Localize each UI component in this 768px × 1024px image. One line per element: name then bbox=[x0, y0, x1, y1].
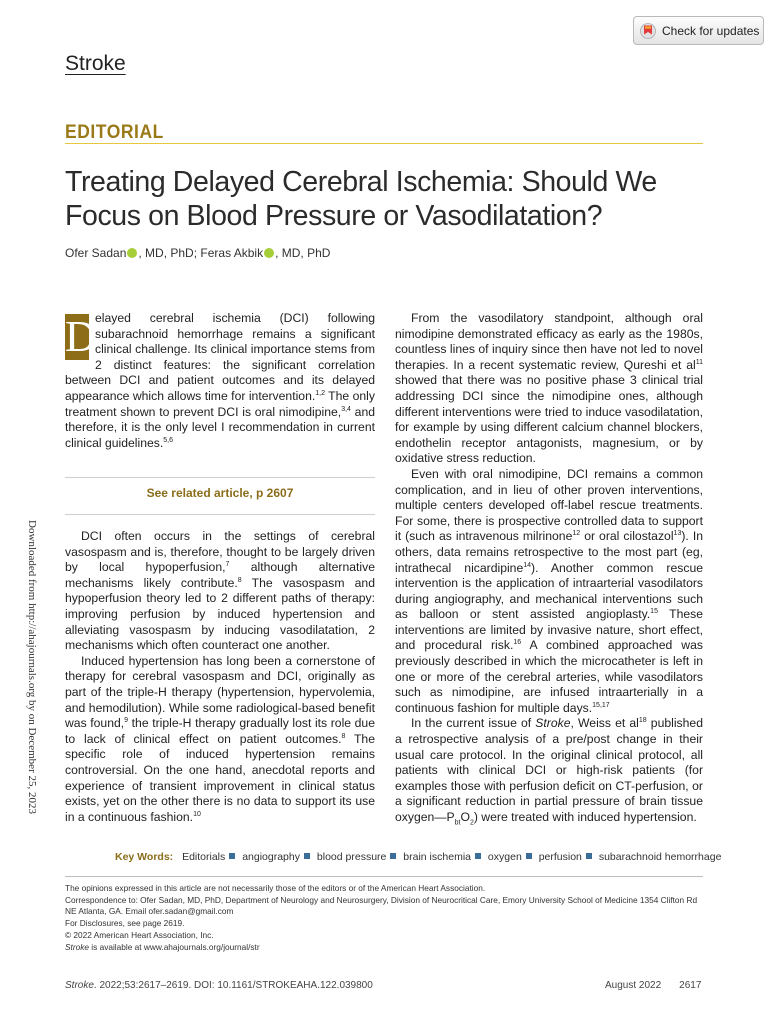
keywords-bar bbox=[115, 851, 721, 863]
paragraph: Even with oral nimodipine, DCI remains a common complication, and in lieu of other proven interventions, multiple centers developed off-label rescue treatments. For some, there is prospective controlled data to support it (such as intravenous milrinone$^{12}$ or oral cilostazol$^{13}$). In others, data remains retrospective to the most part (eg, intrathecal nicardipine$^{14}$). Another common rescue intervention is the application of intraarterial vasodilators during angiography, and mechanical interventions such as balloon or stent assisted angioplasty.$^{15}$ These interventions are limited by invasive nature, short effect, and procedural risk.$^{16}$ A combined approached was previously described in which the microcatheter is left in one or more of the cerebral arteries, while vasodilators such as nimodipine, are infused intraarterially in a continuous fashion for multiple days.$^{15,17}$ bbox=[395, 466, 704, 715]
citation-footer: Stroke. 2022;53:2617–2619. DOI: 10.1161/STROKEAHA.122.039800 bbox=[65, 980, 373, 991]
footnote-disclaimer: The opinions expressed in this article are not necessarily those of the editors or of the American Heart Association. bbox=[65, 883, 486, 893]
check-for-updates-button[interactable] bbox=[633, 16, 764, 45]
paragraph: Induced hypertension has long been a cornerstone of therapy for cerebral vasospasm and DCI, originally as part of the triple-H therapy (hypertension, hypervolemia, and hemodilution). While some radiological-based benefit was found,$^9$ the triple-H therapy gradually lost its role due to lack of clinical effect on patient outcomes.$^8$ The specific role of induced hypertension remains controversial. On the one hand, anecdotal reports and experience of transient improvement in clinical status exists, yet on the other there is no data to support its use in a continuous fashion.$^{10}$ bbox=[65, 653, 375, 824]
check-for-updates-label: Check for updates bbox=[662, 23, 760, 38]
paragraph: From the vasodilatory standpoint, although oral nimodipine demonstrated efficacy as early as the 1980s, countless lines of inquiry since then have not led to novel therapies. In a recent systematic review, Qureshi et $al^{11}$ showed that there was no positive phase 3 clinical trial addressing DCI since the nimodipine ones, although different interventions were tried to induce vasodilatation, for example by using different calcium channel blockers, endothelin receptor antagonists, magnesium, or by oxidative stress reduction. bbox=[395, 311, 703, 466]
keyword[interactable]: blood pressure bbox=[316, 851, 387, 863]
section-divider bbox=[65, 143, 703, 144]
author-degrees: , MD, PhD; bbox=[138, 246, 201, 260]
keywords-label: Key Words: bbox=[115, 851, 174, 863]
page-number: 2617 bbox=[679, 980, 702, 991]
keyword-separator bbox=[526, 853, 532, 859]
left-column-body bbox=[65, 529, 375, 825]
keyword[interactable]: subarachnoid hemorrhage bbox=[598, 851, 722, 863]
author-name[interactable]: Ofer Sadan bbox=[65, 246, 127, 260]
drop-cap: D bbox=[65, 312, 97, 361]
keyword-separator bbox=[475, 853, 481, 859]
orcid-icon[interactable] bbox=[264, 248, 274, 258]
article-title: Treating Delayed Cerebral Ischemia: Should We Focus on Blood Pressure or Vasodilatation? bbox=[65, 166, 657, 232]
crossmark-badge-icon bbox=[640, 22, 656, 40]
keyword[interactable]: perfusion bbox=[538, 851, 582, 863]
page-footer bbox=[605, 980, 701, 991]
download-notice: Downloaded from http://ahajournals.org by on December 25, 2023 bbox=[26, 520, 38, 814]
footnote-correspondence: Correspondence to: Ofer Sadan, MD, PhD, Department of Neurology and Neurosurgery, Division of Neurocritical Care, Emory University School of Medicine 1354 Clifton Rd NE Atlanta, GA. Email ofer.sadan@gmail.com bbox=[65, 894, 698, 917]
footnote-disclosures: For Disclosures, see page 2619. bbox=[65, 918, 185, 929]
keyword[interactable]: angiography bbox=[242, 851, 300, 863]
footnote-copyright: © 2022 American Heart Association, Inc. bbox=[65, 929, 214, 940]
paragraph: DCI often occurs in the settings of cerebral vasospasm and is, therefore, thought to be largely driven by local hypoperfusion,$^7$ although alternative mechanisms likely contribute.$^8$ The vasospasm and hypoperfusion theory led to 2 different paths of therapy: improving perfusion by induced hypertension and alleviating vasospasm by inducing vasodilatation, 2 mechanisms which often counteract one another. bbox=[65, 529, 375, 653]
keyword[interactable]: oxygen bbox=[487, 851, 522, 863]
left-column-intro bbox=[65, 311, 375, 451]
footnotes bbox=[65, 883, 705, 953]
keyword-separator bbox=[229, 853, 235, 859]
paragraph: In the current issue of Stroke, Weiss et $al^{18}$ published a retrospective analysis of a pre/post change in their usual care protocol. In the original clinical protocol, all patients with clinical DCI or high-risk patients (for examples those with perfusion deficit on CT-perfusion, or a significant reduction in partial pressure of brain tissue $oxygen—P_{bt}O_2$) were treated with induced hypertension. bbox=[395, 716, 703, 827]
issue-date: August 2022 bbox=[605, 980, 662, 991]
keyword[interactable]: brain ischemia bbox=[403, 851, 471, 863]
keyword-separator bbox=[304, 853, 310, 859]
keyword-separator bbox=[390, 853, 396, 859]
author-name[interactable]: Feras Akbik bbox=[200, 246, 264, 260]
keyword-separator bbox=[586, 853, 592, 859]
author-degrees: , MD, PhD bbox=[275, 246, 331, 260]
related-article-link[interactable]: See related article, p 2607 bbox=[146, 486, 294, 500]
section-label: EDITORIAL bbox=[65, 122, 164, 143]
keyword[interactable]: Editorials bbox=[182, 851, 226, 863]
author-list bbox=[65, 246, 330, 260]
keywords-divider bbox=[65, 876, 703, 877]
paragraph: D elayed cerebral ischemia (DCI) following subarachnoid hemorrhage remains a significant clinical challenge. Its clinical importance stems from 2 distinct features: the significant correlation between DCI and patient outcomes and its delayed appearance which allows time for intervention.$^{1,2}$ The only treatment shown to prevent DCI is oral nimodipine,$^{3,4}$ and therefore, it is the only level I recommendation in current clinical guidelines.$^{5,6}$ bbox=[65, 311, 375, 450]
orcid-icon[interactable] bbox=[127, 248, 137, 258]
related-article-box bbox=[65, 477, 375, 515]
right-column-body bbox=[395, 311, 703, 831]
journal-name[interactable]: Stroke bbox=[65, 52, 126, 75]
footnote-availability: Stroke is available at www.ahajournals.org/journal/str bbox=[65, 941, 260, 952]
